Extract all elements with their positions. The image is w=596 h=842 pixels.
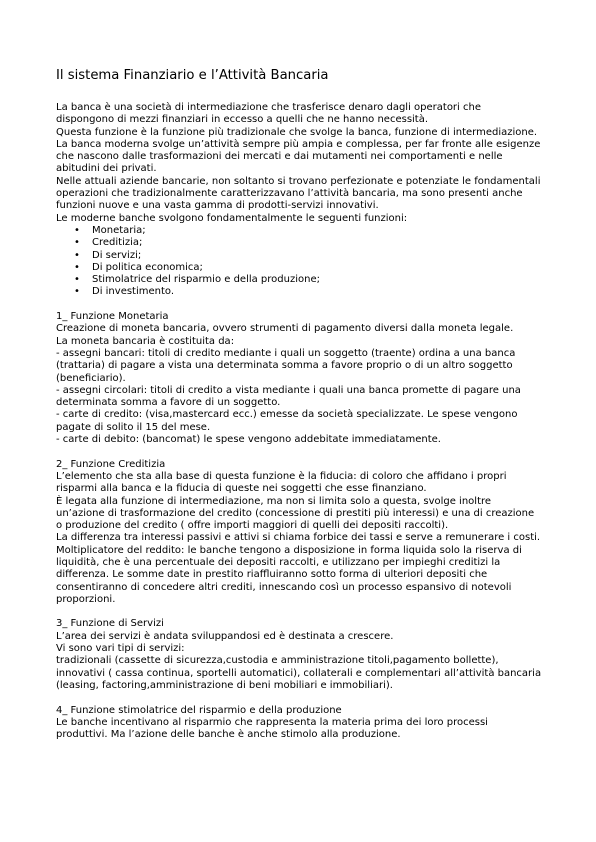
section-paragraph: - assegni bancari: titoli di credito mediante i quali un soggetto (traente) ordina a una banca (trattaria) di pagare a vista una determinata somma a favore proprio o di un altro soggetto (beneficiario). bbox=[56, 347, 516, 384]
section-heading: 1_ Funzione Monetaria bbox=[56, 311, 169, 323]
section-servizi bbox=[56, 618, 542, 692]
section-monetaria bbox=[56, 311, 542, 446]
section-paragraph: Vi sono vari tipi di servizi: bbox=[56, 643, 185, 655]
intro-paragraph: Nelle attuali aziende bancarie, non soltanto si trovano perfezionate e potenziate le fondamentali operazioni che tradizionalmente caratterizzavano l’attività bancaria, ma sono presenti anche funzioni nuove e una vasta gamma di prodotti-servizi innovativi. bbox=[56, 175, 541, 212]
document-title: Il sistema Finanziario e l’Attività Bancaria bbox=[56, 68, 329, 83]
section-risparmio bbox=[56, 705, 542, 742]
section-paragraph: Le banche incentivano al risparmio che rappresenta la materia prima dei loro processi produttivi. Ma l’azione delle banche è anche stimolo alla produzione. bbox=[56, 716, 488, 741]
intro-paragraph: La banca moderna svolge un’attività sempre più ampia e complessa, per far fronte alle esigenze che nascono dalle trasformazioni dei mercati e dai mutamenti nei comportamenti e nelle abitudini dei privati. bbox=[56, 138, 541, 175]
list-item: • Di politica economica; bbox=[56, 262, 542, 274]
section-heading: 2_ Funzione Creditizia bbox=[56, 458, 166, 470]
section-paragraph: - assegni circolari: titoli di credito a vista mediante i quali una banca promette di pagare una determinata somma a favore di un soggetto. bbox=[56, 384, 521, 409]
section-paragraph: tradizionali (cassette di sicurezza,custodia e amministrazione titoli,pagamento bollette), innovativi ( cassa continua, sportelli automatici), collaterali e complementari all’attività bancaria (leasing, factoring,amministrazione di beni mobiliari e immobiliari). bbox=[56, 655, 542, 691]
section-creditizia bbox=[56, 459, 542, 607]
functions-list bbox=[56, 225, 542, 299]
document-page bbox=[56, 68, 542, 741]
list-item: • Di servizi; bbox=[56, 250, 542, 262]
section-paragraph: La differenza tra interessi passivi e attivi si chiama forbice dei tassi e serve a remunerare i costi. bbox=[56, 532, 541, 544]
intro-paragraph: Questa funzione è la funzione più tradizionale che svolge la banca, funzione di intermediazione. bbox=[56, 126, 538, 138]
list-item: • Creditizia; bbox=[56, 237, 542, 249]
list-item: • Monetaria; bbox=[56, 225, 542, 237]
section-paragraph: Moltiplicatore del reddito: le banche tengono a disposizione in forma liquida solo la riserva di liquidità, che è una percentuale dei depositi raccolti, e utilizzano per impieghi creditizi la differenza. Le somme date in prestito riaffluiranno sotto forma di ulteriori depositi che consentiranno di concedere altri crediti, innescando così un processo espansivo di notevoli proporzioni. bbox=[56, 544, 522, 605]
section-paragraph: Creazione di moneta bancaria, ovvero strumenti di pagamento diversi dalla moneta legale. bbox=[56, 323, 514, 335]
section-paragraph: L’area dei servizi è andata sviluppandosi ed è destinata a crescere. bbox=[56, 630, 394, 642]
list-item: • Stimolatrice del risparmio e della produzione; bbox=[56, 274, 542, 286]
section-paragraph: - carte di debito: (bancomat) le spese vengono addebitate immediatamente. bbox=[56, 434, 441, 446]
section-paragraph: La moneta bancaria è costituita da: bbox=[56, 335, 235, 347]
intro-paragraph: Le moderne banche svolgono fondamentalmente le seguenti funzioni: bbox=[56, 212, 408, 224]
section-paragraph: - carte di credito: (visa,mastercard ecc.) emesse da società specializzate. Le spese vengono pagate di solito il 15 del mese. bbox=[56, 409, 518, 433]
section-paragraph: L’elemento che sta alla base di questa funzione è la fiducia: di coloro che affidano i propri risparmi alla banca e la fiducia di queste nei soggetti che esse finanziano. bbox=[56, 470, 507, 495]
section-paragraph: È legata alla funzione di intermediazione, ma non si limita solo a questa, svolge inoltre un’azione di trasformazione del credito (concessione di prestiti più interessi) e una di creazione o produzione del credito ( offre importi maggiori di quelli dei depositi raccolti). bbox=[56, 495, 535, 532]
section-heading: 3_ Funzione di Servizi bbox=[56, 618, 164, 630]
intro-block bbox=[56, 102, 542, 299]
section-heading: 4_ Funzione stimolatrice del risparmio e della produzione bbox=[56, 704, 342, 716]
list-item: • Di investimento. bbox=[56, 286, 542, 298]
intro-paragraph: La banca è una società di intermediazione che trasferisce denaro dagli operatori che dispongono di mezzi finanziari in eccesso a quelli che ne hanno necessità. bbox=[56, 102, 481, 126]
